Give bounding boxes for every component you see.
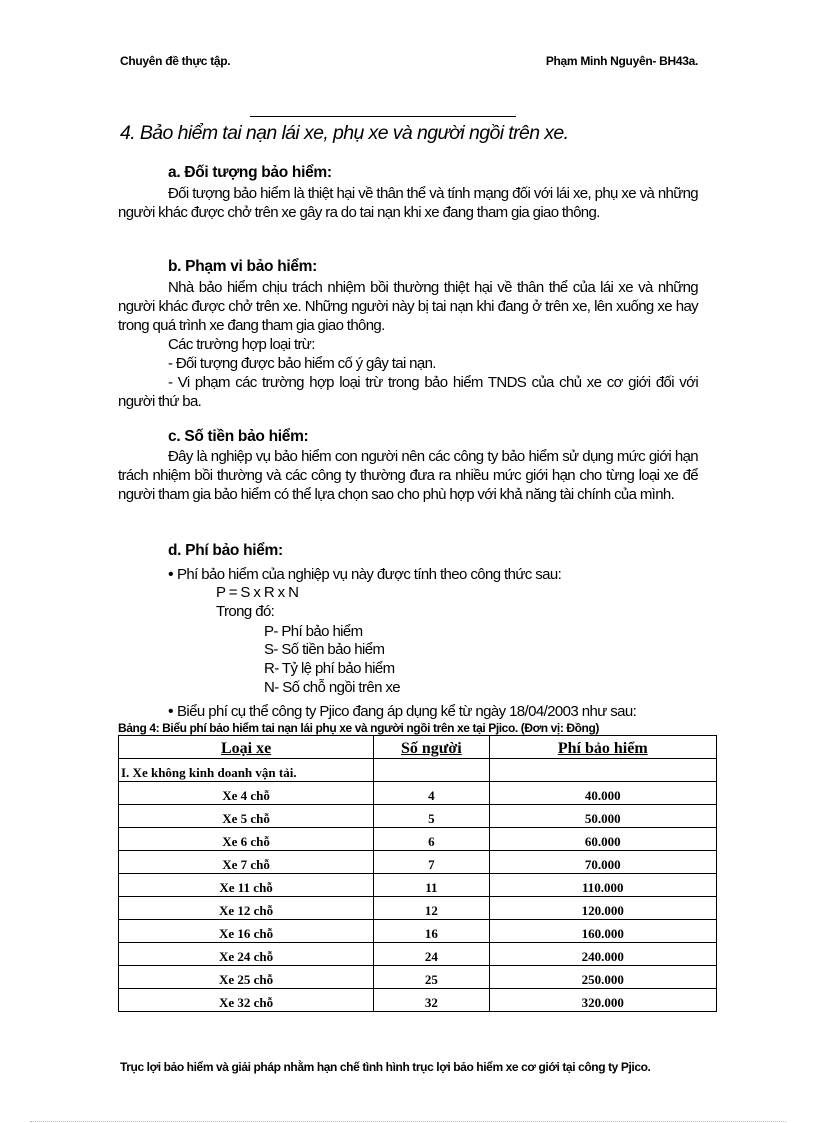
cell-seats: 6 — [374, 828, 489, 851]
formula-def-r: R- Tỷ lệ phí bảo hiểm — [264, 660, 395, 677]
subsection-c-title: c. Số tiền bảo hiểm: — [168, 428, 309, 445]
table-row — [119, 989, 717, 1012]
header-seat-count: Số người — [374, 736, 489, 759]
cell-premium: 40.000 — [489, 782, 716, 805]
cell-vehicle: Xe 32 chỗ — [119, 989, 374, 1012]
subsection-b-text — [118, 278, 698, 411]
cell-vehicle: Xe 6 chỗ — [119, 828, 374, 851]
cell-vehicle: Xe 7 chỗ — [119, 851, 374, 874]
table-row — [119, 828, 717, 851]
cell-vehicle: Xe 24 chỗ — [119, 943, 374, 966]
cell-vehicle: Xe 12 chỗ — [119, 897, 374, 920]
cell-vehicle: Xe 25 chỗ — [119, 966, 374, 989]
subsection-c-paragraph: Đây là nghiệp vụ bảo hiểm con người nên các công ty bảo hiểm sử dụng mức giới hạn trách nhiệm bồi thường và các công ty thường đưa ra nhiều mức giới hạn cho từng loại xe để người tham gia bảo hiểm có thể lựa chọn sao cho phù hợp với khả năng tài chính của mình. — [118, 448, 698, 503]
cell-vehicle: Xe 11 chỗ — [119, 874, 374, 897]
cell-seats: 24 — [374, 943, 489, 966]
header-premium: Phí bảo hiểm — [489, 736, 716, 759]
subsection-d-title: d. Phí bảo hiểm: — [168, 542, 283, 559]
cell-premium: 240.000 — [489, 943, 716, 966]
header-vehicle-type: Loại xe — [119, 736, 374, 759]
formula: P = S x R x N — [216, 584, 299, 601]
table-row — [119, 920, 717, 943]
subsection-a-paragraph: Đối tượng bảo hiểm là thiệt hại về thân thể và tính mạng đối với lái xe, phụ xe và những người khác được chở trên xe gây ra do tai nạn khi xe đang tham gia giao thông. — [118, 185, 698, 221]
page-footer: Trục lợi bảo hiểm và giải pháp nhằm hạn chế tình hình trục lợi bảo hiểm xe cơ giới tại công ty Pjico. — [120, 1060, 651, 1074]
formula-def-s: S- Số tiền bảo hiểm — [264, 641, 385, 658]
cell-seats: 11 — [374, 874, 489, 897]
cell-vehicle: Xe 5 chỗ — [119, 805, 374, 828]
exclusion-item: - Vi phạm các trường hợp loại trừ trong bảo hiểm TNDS của chủ xe cơ giới đối với người thứ ba. — [118, 374, 698, 410]
cell-premium: 60.000 — [489, 828, 716, 851]
group-empty-cell — [374, 759, 489, 782]
table-caption: Bảng 4: Biểu phí bảo hiểm tai nạn lái phụ xe và người ngồi trên xe tại Pjico. (Đơn vị: Đồng) — [118, 721, 600, 735]
cell-premium: 120.000 — [489, 897, 716, 920]
header-left: Chuyên đề thực tập. — [120, 54, 231, 68]
cell-premium: 50.000 — [489, 805, 716, 828]
cell-premium: 320.000 — [489, 989, 716, 1012]
table-row — [119, 782, 717, 805]
table-row — [119, 897, 717, 920]
bullet-rate-intro: • Biểu phí cụ thể công ty Pjico đang áp dụng kể từ ngày 18/04/2003 như sau: — [168, 703, 636, 721]
table-row — [119, 943, 717, 966]
rate-table — [118, 735, 717, 1012]
header-divider — [250, 116, 516, 117]
cell-premium: 70.000 — [489, 851, 716, 874]
table-header-row — [119, 736, 717, 759]
cell-seats: 12 — [374, 897, 489, 920]
subsection-c-text — [118, 447, 698, 504]
cell-seats: 32 — [374, 989, 489, 1012]
subsection-a-text — [118, 184, 698, 222]
cell-premium: 160.000 — [489, 920, 716, 943]
section-title: 4. Bảo hiểm tai nạn lái xe, phụ xe và người ngồi trên xe. — [120, 122, 569, 144]
cell-premium: 110.000 — [489, 874, 716, 897]
table-row — [119, 966, 717, 989]
formula-def-n: N- Số chỗ ngồi trên xe — [264, 679, 401, 696]
bullet-formula-intro: • Phí bảo hiểm của nghiệp vụ này được tính theo công thức sau: — [168, 566, 561, 584]
cell-vehicle: Xe 4 chỗ — [119, 782, 374, 805]
group-empty-cell — [489, 759, 716, 782]
page-edge-dotted-line — [30, 1121, 786, 1122]
table-group-row — [119, 759, 717, 782]
formula-where: Trong đó: — [216, 603, 275, 620]
table-row — [119, 874, 717, 897]
cell-seats: 4 — [374, 782, 489, 805]
formula-def-p: P- Phí bảo hiểm — [264, 623, 363, 640]
cell-seats: 16 — [374, 920, 489, 943]
table-row — [119, 851, 717, 874]
group-label: I. Xe không kinh doanh vận tải. — [119, 759, 374, 782]
cell-seats: 7 — [374, 851, 489, 874]
subsection-b-paragraph: Nhà bảo hiểm chịu trách nhiệm bồi thường thiệt hại về thân thể của lái xe và những người khác được chở trên xe. Những người này bị tai nạn khi đang ở trên xe, lên xuống xe hay trong quá trình xe đang tham gia giao thông. — [118, 279, 698, 334]
exclusions-intro: Các trường hợp loại trừ: — [168, 336, 315, 353]
cell-vehicle: Xe 16 chỗ — [119, 920, 374, 943]
header-right: Phạm Minh Nguyên- BH43a. — [545, 54, 698, 68]
subsection-a-title: a. Đối tượng bảo hiểm: — [168, 164, 332, 181]
cell-premium: 250.000 — [489, 966, 716, 989]
table-row — [119, 805, 717, 828]
subsection-b-title: b. Phạm vi bảo hiểm: — [168, 258, 318, 275]
exclusion-item: - Đối tượng được bảo hiểm cố ý gây tai nạn. — [168, 355, 436, 372]
cell-seats: 25 — [374, 966, 489, 989]
cell-seats: 5 — [374, 805, 489, 828]
